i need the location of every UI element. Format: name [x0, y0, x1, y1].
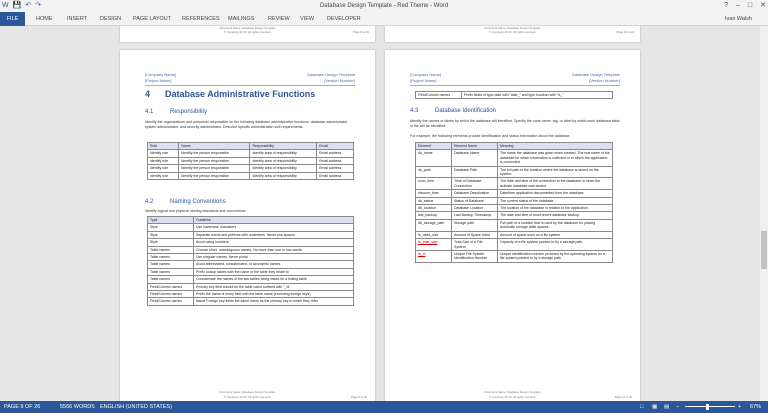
header-rule [410, 85, 620, 86]
table-cell: Capacity of a file system pointed to by a storage path. [498, 239, 613, 251]
table-cell: Full path of a location that is used by the database for placing automatic storage table spaces. [498, 219, 613, 231]
zoom-slider[interactable] [685, 406, 735, 407]
header-version: [Version Number] [589, 78, 620, 83]
table-row [416, 239, 613, 251]
table-cell: db_location [416, 205, 452, 212]
table-header-row [148, 143, 354, 150]
table-cell: Identify role [148, 150, 179, 157]
table-row [148, 276, 354, 283]
table-cell: Concatenate the names of the two tables being linked for a linking table [194, 276, 354, 283]
table-cell: Style [148, 239, 194, 246]
table-cell: db_name [416, 150, 452, 166]
table-cell: Identify the person responsible [179, 150, 250, 157]
table-cell: db_storage_path [416, 219, 452, 231]
table-header-row [148, 217, 354, 224]
table-cell: Storage path [452, 219, 498, 231]
table-cell: Identify the person responsible [179, 165, 250, 172]
table-header-cell: Meaning [498, 143, 613, 150]
header-company: [Company Name] [145, 72, 177, 77]
status-page-count[interactable]: PAGE 9 OF 26 [4, 404, 41, 410]
table-cell: The current status of the database. [498, 197, 613, 204]
table-cell: Email address [317, 172, 354, 179]
naming-table-continuation [415, 91, 613, 99]
identification-example-paragraph: For example, the following elements provide identification and status information about the database. [410, 134, 571, 138]
table-row [416, 250, 613, 262]
table-row [148, 268, 354, 275]
table-row [148, 150, 354, 157]
vertical-scrollbar[interactable] [760, 26, 768, 401]
table-cell: Status of Database [452, 197, 498, 204]
scrollbar-thumb[interactable] [761, 231, 767, 269]
zoom-level[interactable]: 67% [750, 404, 762, 410]
tab-mailings[interactable]: MAILINGS [228, 16, 255, 22]
heading-4-1-number: 4.1 [145, 109, 154, 115]
table-cell: Table names [148, 268, 194, 275]
table-cell: Field/Column names [148, 283, 194, 290]
signed-in-user[interactable]: Ivan Walsh [724, 16, 752, 22]
status-bar [0, 401, 768, 413]
table-row [148, 261, 354, 268]
table-row [148, 283, 354, 290]
table-row [148, 172, 354, 179]
table-header-cell: Role [148, 143, 179, 150]
table-row [416, 178, 613, 190]
heading-4-2-title: Naming Conventions [170, 199, 226, 205]
naming-paragraph: Identify logical and physical naming standards and conventions. [145, 209, 247, 213]
table-header-cell: Element [416, 143, 452, 150]
table-cell: Prefix fields of type date with "date_" and type boolean with "is_" [462, 92, 613, 99]
table-row [148, 231, 354, 238]
table-cell: The date and time of the connection to the database or when the activate database was issued. [498, 178, 613, 190]
header-version: [Version Number] [324, 78, 355, 83]
table-cell: Time of Database Connection [452, 178, 498, 190]
save-icon[interactable]: 💾 [12, 2, 22, 9]
table-cell: The location of the database in relation to the application. [498, 205, 613, 212]
footer-doc-name: Document Name: Database Design Template [219, 390, 276, 394]
table-cell: Choose short, unambiguous names. No more than one or two words [194, 246, 354, 253]
table-row [148, 239, 354, 246]
tab-home[interactable]: HOME [36, 16, 53, 22]
title-bar [0, 0, 768, 12]
table-cell: Amount of Space Used [452, 231, 498, 238]
table-row [416, 231, 613, 238]
table-cell: disconn_time [416, 190, 452, 197]
undo-icon[interactable]: ↶ [25, 2, 32, 9]
footer-copyright: © Company 20 16. All rights reserved. [488, 30, 537, 34]
table-cell: Avoid abbreviated, concatenated, or acronymic names [194, 261, 354, 268]
header-company: [Company Name] [410, 72, 442, 77]
table-cell: fs_used_size [416, 231, 452, 238]
table-cell: last_backup [416, 212, 452, 219]
table-cell: Identify area of responsibility [250, 172, 317, 179]
table-cell: Date/time application disconnected from the database. [498, 190, 613, 197]
print-layout-icon[interactable]: ▦ [652, 404, 658, 410]
table-row [148, 254, 354, 261]
heading-4-2-number: 4.2 [145, 199, 154, 205]
table-cell: Prefix the name of every field with the table name (excluding foreign keys) [194, 291, 354, 298]
header-rule [145, 85, 355, 86]
status-word-count[interactable]: 5566 WORDS [60, 404, 95, 410]
page-9 [120, 50, 375, 401]
zoom-out-icon[interactable]: − [676, 404, 680, 410]
table-row [148, 246, 354, 253]
table-row [416, 197, 613, 204]
tab-insert[interactable]: INSERT [67, 16, 88, 22]
previous-page-left [120, 26, 375, 42]
table-row [416, 212, 613, 219]
table-row [148, 157, 354, 164]
footer-page-number: Page 9 of 26 [351, 395, 367, 399]
naming-conventions-table [147, 216, 354, 306]
table-row [416, 150, 613, 166]
document-area[interactable] [0, 26, 768, 401]
ribbon-tabs [0, 12, 768, 26]
table-cell: Database Name [452, 150, 498, 166]
table-row [416, 205, 613, 212]
previous-page-right [385, 26, 640, 42]
table-cell: Database Deactivation [452, 190, 498, 197]
table-header-cell: Element Name [452, 143, 498, 150]
header-doc-title: Database Design Template [307, 72, 355, 77]
window-title: Database Design Template - Red Theme - Word [319, 3, 449, 9]
header-project: [Project Name] [145, 78, 172, 83]
read-mode-icon[interactable]: □ [640, 404, 644, 410]
table-header-cell: Guideline [194, 217, 354, 224]
table-cell: Identify role [148, 165, 179, 172]
table-cell: Field/Column names [148, 291, 194, 298]
table-cell: db_path [416, 166, 452, 178]
table-row [148, 165, 354, 172]
tab-review[interactable]: REVIEW [268, 16, 290, 22]
table-cell: Table names [148, 261, 194, 268]
minimize-button[interactable]: – [735, 2, 740, 9]
table-row [416, 166, 613, 178]
table-cell: Primary key field should be the table name suffixed with "_id" [194, 283, 354, 290]
heading-4-number: 4 [145, 89, 151, 99]
table-header-row [416, 143, 613, 150]
window-controls [724, 0, 766, 11]
table-header-cell: Responsibility [250, 143, 317, 150]
table-row [148, 298, 354, 305]
heading-4-3-title: Database Identification [435, 108, 497, 114]
tab-file[interactable]: FILE [0, 12, 25, 26]
table-cell: Table names [148, 276, 194, 283]
word-logo-icon[interactable]: W [2, 2, 9, 9]
table-cell: Identify the person responsible [179, 157, 250, 164]
table-header-cell: Type [148, 217, 194, 224]
database-identification-table [415, 142, 613, 263]
table-cell: Use lowercase characters [194, 224, 354, 231]
close-button[interactable]: ✕ [760, 2, 766, 9]
table-cell: Unique identification number provided by the operating system for a file system pointed to by a storage path. [498, 250, 613, 262]
table-cell: Email address [317, 150, 354, 157]
zoom-slider-handle[interactable] [706, 404, 709, 410]
table-cell: The full path to the location where the database is stored on the system. [498, 166, 613, 178]
tab-page-layout[interactable]: PAGE LAYOUT [133, 16, 172, 22]
heading-4-3-number: 4.3 [410, 108, 419, 114]
table-row [416, 92, 613, 99]
web-layout-icon[interactable]: ▤ [664, 404, 670, 410]
zoom-in-icon[interactable]: + [738, 404, 742, 410]
table-cell: Identify role [148, 172, 179, 179]
table-cell: The name the database was given when created. The real name of the database for which information is collected or to which the application is connected. [498, 150, 613, 166]
footer-copyright: © Company 20 16. All rights reserved. [223, 395, 272, 399]
responsibility-paragraph: Identify the organizations and personnel responsible for the following database administrative functions: database administrator, system administrator, and security administrator. Describe specific administration skill requirements. [145, 120, 348, 129]
status-language[interactable]: ENGLISH (UNITED STATES) [100, 404, 172, 410]
tab-references[interactable]: REFERENCES [182, 16, 220, 22]
table-header-cell: Name [179, 143, 250, 150]
footer-doc-name: Document Name: Database Design Template [219, 26, 276, 30]
table-cell: Total Size of a File System [452, 239, 498, 251]
table-cell: Unique File System Identification Number [452, 250, 498, 262]
table-cell: Prefix lookup tables with the name of the table they relate to [194, 268, 354, 275]
tab-view[interactable]: VIEW [300, 16, 315, 22]
table-row [416, 219, 613, 231]
table-cell: db_status [416, 197, 452, 204]
header-project: [Project Name] [410, 78, 437, 83]
table-cell: Database Path [452, 166, 498, 178]
footer-doc-name: Document Name: Database Design Template [484, 390, 541, 394]
page-10 [385, 50, 640, 401]
footer-page-number: Page 10 of 26 [616, 30, 634, 34]
heading-4-title: Database Administrative Functions [165, 89, 316, 99]
table-cell: Identify role [148, 157, 179, 164]
maximize-button[interactable]: □ [747, 2, 753, 9]
table-row [148, 291, 354, 298]
help-button[interactable]: ? [724, 2, 728, 9]
table-cell: Separate words and prefixes with underlines. Never use spaces [194, 231, 354, 238]
table-cell: Style [148, 231, 194, 238]
table-cell: Database Location [452, 205, 498, 212]
tab-design[interactable]: DESIGN [100, 16, 122, 22]
header-doc-title: Database Design Template [572, 72, 620, 77]
table-cell: Identify the person responsible [179, 172, 250, 179]
table-cell: conn_time [416, 178, 452, 190]
table-cell: Email address [317, 157, 354, 164]
table-cell: fs_total_size [416, 239, 452, 251]
table-cell: Use singular names. Never plural [194, 254, 354, 261]
table-cell: Name Foreign key fields the same name as the primary key to which they refer [194, 298, 354, 305]
table-cell: Identify area of responsibility [250, 157, 317, 164]
redo-icon[interactable]: ↷ [35, 2, 42, 9]
table-cell: Amount of space used on a file system. [498, 231, 613, 238]
table-cell: The date and time of most recent database backup. [498, 212, 613, 219]
responsibility-table [147, 142, 354, 180]
tab-developer[interactable]: DEVELOPER [327, 16, 361, 22]
footer-page-number: Page 8 of 26 [353, 30, 369, 34]
table-row [148, 224, 354, 231]
table-cell: fs_id [416, 250, 452, 262]
table-cell: Field/Column names [416, 92, 462, 99]
footer-copyright: © Company 20 16. All rights reserved. [488, 395, 537, 399]
identification-paragraph: Identify the names or labels by which the database will identified. Specify the code name, tag, or label by which each database table or file will be identified. [410, 119, 620, 128]
footer-doc-name: Document Name: Database Design Template [484, 26, 541, 30]
table-header-cell: Email [317, 143, 354, 150]
table-cell: Last Backup Timestamp [452, 212, 498, 219]
table-cell: Identify area of responsibility [250, 150, 317, 157]
table-cell: Identify area of responsibility [250, 165, 317, 172]
table-cell: Field/Column names [148, 298, 194, 305]
table-cell: Table names [148, 246, 194, 253]
table-cell: Style [148, 224, 194, 231]
footer-copyright: © Company 20 16. All rights reserved. [223, 30, 272, 34]
table-cell: Avoid using numbers [194, 239, 354, 246]
footer-page-number: Page 11 of 26 [614, 395, 632, 399]
heading-4-1-title: Responsibility [170, 109, 208, 115]
table-cell: Table names [148, 254, 194, 261]
table-cell: Email address [317, 165, 354, 172]
table-row [416, 190, 613, 197]
